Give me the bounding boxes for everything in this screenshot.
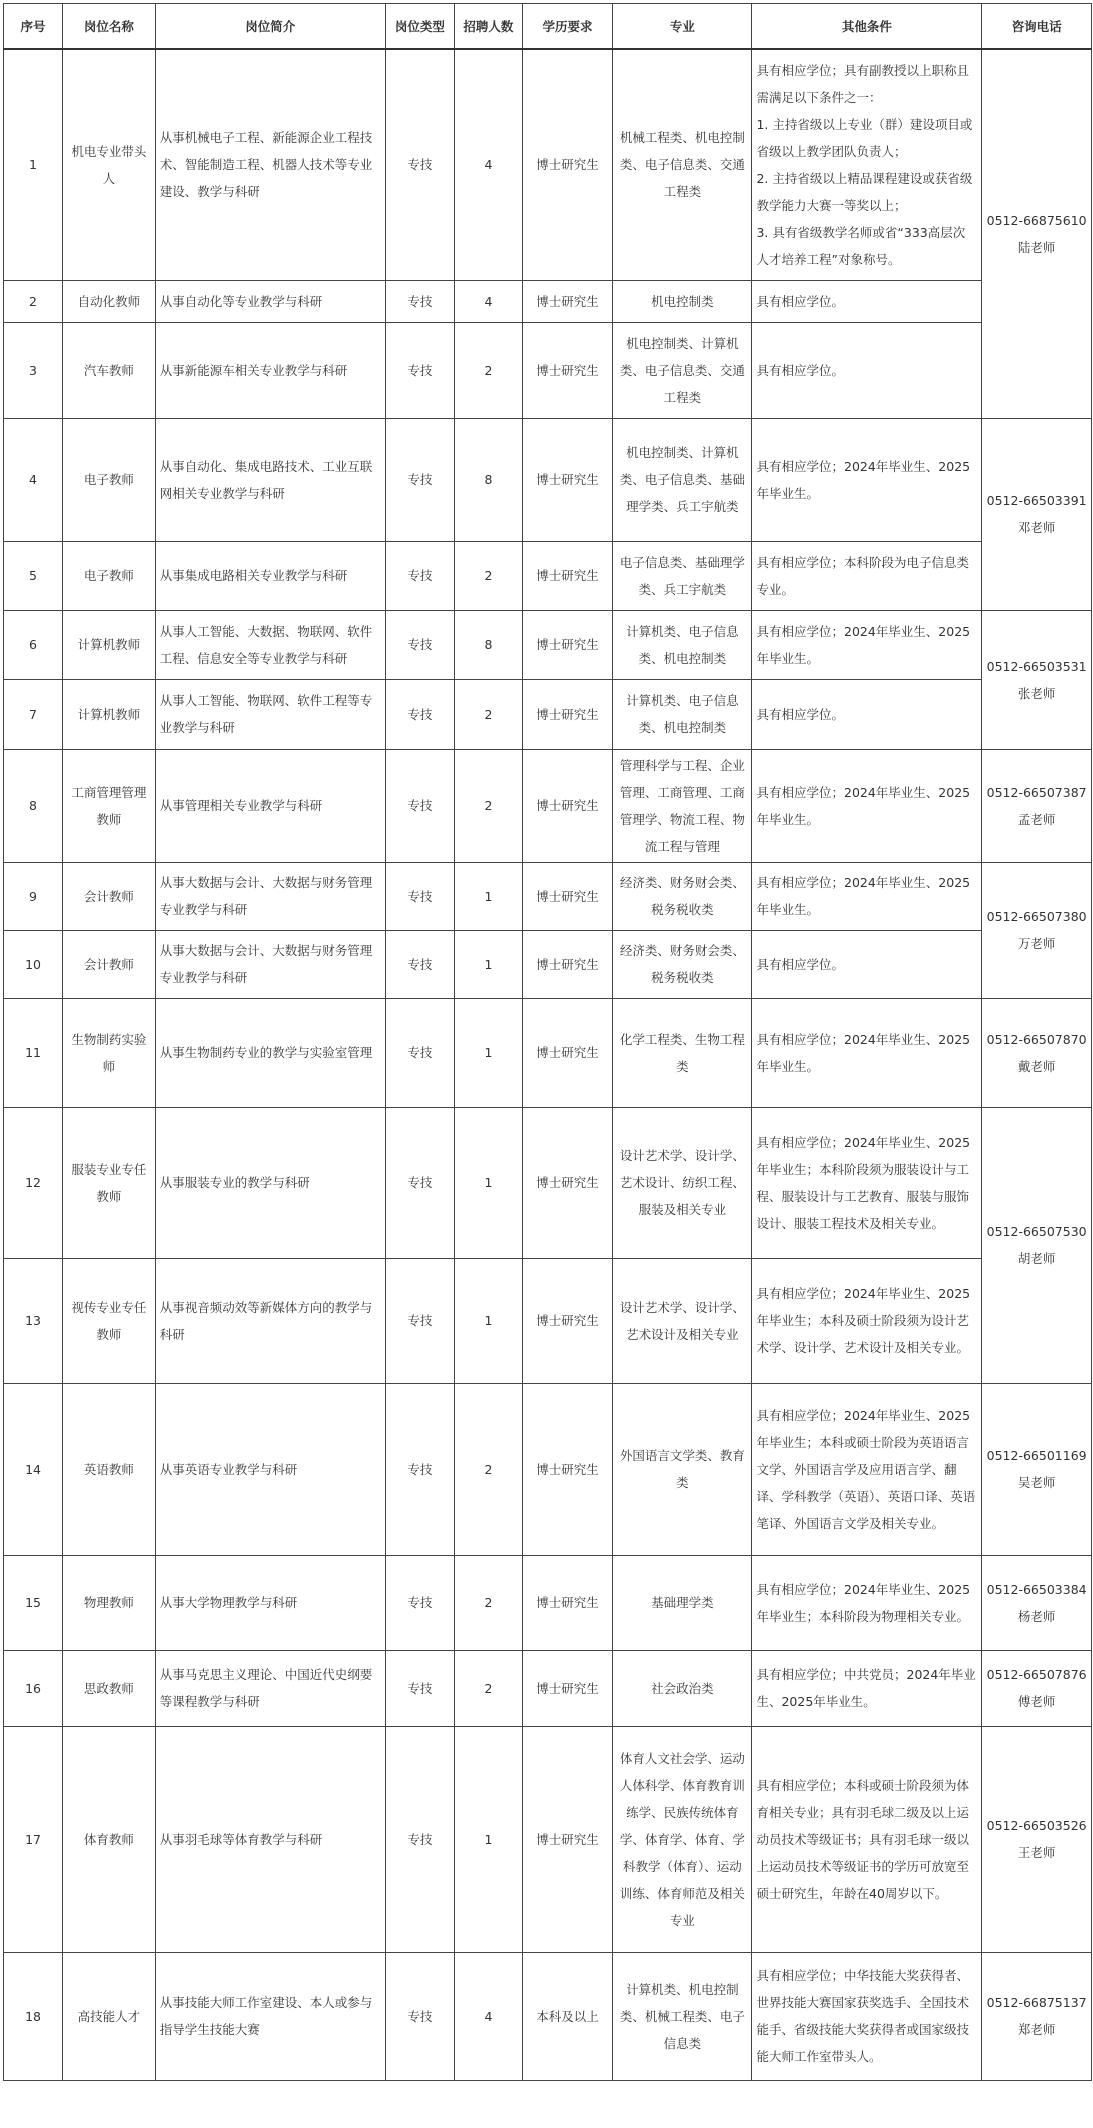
position-description: 从事集成电路相关专业教学与科研: [155, 541, 385, 610]
position-type: 专技: [385, 749, 455, 862]
contact-phone: 0512-66875137: [986, 1995, 1087, 2010]
hiring-count: 2: [455, 1383, 522, 1555]
position-type: 专技: [385, 1650, 455, 1726]
contact-person: 张老师: [1017, 685, 1056, 701]
position-description: 从事生物制药专业的教学与实验室管理: [155, 998, 385, 1107]
row-number: 7: [4, 679, 63, 749]
contact-cell: [982, 1383, 1092, 1555]
major: 计算机类、电子信息类、机电控制类: [613, 679, 752, 749]
table-row: [4, 49, 1092, 280]
other-conditions: 具有相应学位；2024年毕业生、2025年毕业生；本科及硕士阶段须为设计艺术学、设计学、艺术设计及相关专业。: [752, 1258, 982, 1383]
position-description: 从事大数据与会计、大数据与财务管理专业教学与科研: [155, 862, 385, 930]
other-conditions: 具有相应学位；2024年毕业生、2025年毕业生。: [752, 998, 982, 1107]
hiring-count: 2: [455, 679, 522, 749]
row-number: 8: [4, 749, 63, 862]
position-name: 自动化教师: [63, 280, 156, 322]
hiring-count: 8: [455, 610, 522, 679]
contact-phone: 0512-66507530: [986, 1224, 1087, 1239]
row-number: 17: [4, 1726, 63, 1952]
position-type: 专技: [385, 1952, 455, 2080]
major: 机械工程类、机电控制类、电子信息类、交通工程类: [613, 49, 752, 280]
position-name: 思政教师: [63, 1650, 156, 1726]
contact-cell: [982, 749, 1092, 862]
position-name: 机电专业带头人: [63, 49, 156, 280]
position-name: 工商管理管理教师: [63, 749, 156, 862]
table-row: [4, 1726, 1092, 1952]
position-type: 专技: [385, 930, 455, 998]
major: 经济类、财务财会类、税务税收类: [613, 930, 752, 998]
row-number: 10: [4, 930, 63, 998]
position-name: 会计教师: [63, 930, 156, 998]
position-description: 从事技能大师工作室建设、本人或参与指导学生技能大赛: [155, 1952, 385, 2080]
position-type: 专技: [385, 322, 455, 418]
table-row: [4, 1107, 1092, 1258]
contact-person: 孟老师: [1017, 811, 1056, 827]
row-number: 1: [4, 49, 63, 280]
education-requirement: 博士研究生: [522, 749, 613, 862]
position-name: 电子教师: [63, 418, 156, 541]
contact-cell: [982, 49, 1092, 418]
row-number: 11: [4, 998, 63, 1107]
table-row: [4, 418, 1092, 541]
position-description: 从事视音频动效等新媒体方向的教学与科研: [155, 1258, 385, 1383]
position-description: 从事管理相关专业教学与科研: [155, 749, 385, 862]
table-row: [4, 1383, 1092, 1555]
other-conditions: 具有相应学位；2024年毕业生、2025年毕业生。: [752, 418, 982, 541]
table-row: [4, 1555, 1092, 1650]
position-description: 从事服装专业的教学与科研: [155, 1107, 385, 1258]
other-conditions: 具有相应学位；中共党员；2024年毕业生、2025年毕业生。: [752, 1650, 982, 1726]
table-row: [4, 679, 1092, 749]
row-number: 9: [4, 862, 63, 930]
contact-person: 郑老师: [1017, 2022, 1056, 2037]
other-conditions: 具有相应学位；2024年毕业生、2025年毕业生；本科阶段须为服装设计与工程、服装设计与工艺教育、服装与服饰设计、服装工程技术及相关专业。: [752, 1107, 982, 1258]
position-name: 计算机教师: [63, 610, 156, 679]
contact-phone: 0512-66507870: [986, 1031, 1087, 1047]
contact-cell: [982, 610, 1092, 749]
position-type: 专技: [385, 679, 455, 749]
contact-person: 吴老师: [1017, 1475, 1056, 1490]
education-requirement: 博士研究生: [522, 280, 613, 322]
education-requirement: 博士研究生: [522, 49, 613, 280]
hiring-count: 4: [455, 280, 522, 322]
education-requirement: 博士研究生: [522, 998, 613, 1107]
other-conditions: 具有相应学位；2024年毕业生、2025年毕业生；本科阶段为物理相关专业。: [752, 1555, 982, 1650]
position-type: 专技: [385, 1107, 455, 1258]
position-name: 高技能人才: [63, 1952, 156, 2080]
hiring-count: 2: [455, 322, 522, 418]
education-requirement: 博士研究生: [522, 1650, 613, 1726]
contact-phone: 0512-66507387: [986, 784, 1087, 800]
major: 基础理学类: [613, 1555, 752, 1650]
contact-person: 王老师: [1017, 1845, 1056, 1860]
contact-phone: 0512-66507876: [986, 1667, 1087, 1682]
contact-cell: [982, 1555, 1092, 1650]
major: 机电控制类、计算机类、电子信息类、基础理学类、兵工宇航类: [613, 418, 752, 541]
position-description: 从事大数据与会计、大数据与财务管理专业教学与科研: [155, 930, 385, 998]
contact-phone: 0512-66503531: [986, 658, 1087, 674]
table-row: [4, 862, 1092, 930]
position-description: 从事新能源车相关专业教学与科研: [155, 322, 385, 418]
other-conditions: 具有相应学位；2024年毕业生、2025年毕业生。: [752, 862, 982, 930]
major: 社会政治类: [613, 1650, 752, 1726]
education-requirement: 博士研究生: [522, 1107, 613, 1258]
education-requirement: 博士研究生: [522, 930, 613, 998]
education-requirement: 本科及以上: [522, 1952, 613, 2080]
row-number: 14: [4, 1383, 63, 1555]
row-number: 6: [4, 610, 63, 679]
major: 机电控制类、计算机类、电子信息类、交通工程类: [613, 322, 752, 418]
contact-cell: [982, 418, 1092, 610]
hiring-count: 1: [455, 1107, 522, 1258]
position-type: 专技: [385, 998, 455, 1107]
position-type: 专技: [385, 1258, 455, 1383]
hiring-count: 1: [455, 998, 522, 1107]
contact-person: 戴老师: [1017, 1058, 1056, 1074]
position-description: 从事机械电子工程、新能源企业工程技术、智能制造工程、机器人技术等专业建设、教学与科研: [155, 49, 385, 280]
major: 电子信息类、基础理学类、兵工宇航类: [613, 541, 752, 610]
position-name: 英语教师: [63, 1383, 156, 1555]
other-conditions: 具有相应学位。: [752, 322, 982, 418]
major: 机电控制类: [613, 280, 752, 322]
table-row: [4, 930, 1092, 998]
header-contact: 咨询电话: [982, 4, 1092, 50]
other-conditions: 具有相应学位；本科阶段为电子信息类专业。: [752, 541, 982, 610]
position-type: 专技: [385, 610, 455, 679]
other-conditions: 具有相应学位；中华技能大奖获得者、世界技能大赛国家获奖选手、全国技术能手、省级技能大奖获得者或国家级技能大师工作室带头人。: [752, 1952, 982, 2080]
other-conditions: 具有相应学位；本科或硕士阶段须为体育相关专业；具有羽毛球二级及以上运动员技术等级证书；具有羽毛球一级以上运动员技术等级证书的学历可放宽至硕士研究生，年龄在40周岁以下。: [752, 1726, 982, 1952]
contact-phone: 0512-66503526: [986, 1818, 1087, 1833]
contact-cell: [982, 998, 1092, 1107]
education-requirement: 博士研究生: [522, 418, 613, 541]
position-description: 从事大学物理教学与科研: [155, 1555, 385, 1650]
contact-cell: [982, 862, 1092, 998]
row-number: 15: [4, 1555, 63, 1650]
education-requirement: 博士研究生: [522, 1383, 613, 1555]
position-name: 视传专业专任教师: [63, 1258, 156, 1383]
other-conditions: 具有相应学位；2024年毕业生、2025年毕业生。: [752, 610, 982, 679]
header-major: 专业: [613, 4, 752, 50]
position-type: 专技: [385, 862, 455, 930]
education-requirement: 博士研究生: [522, 541, 613, 610]
other-conditions: 具有相应学位。: [752, 930, 982, 998]
position-name: 生物制药实验师: [63, 998, 156, 1107]
table-row: [4, 280, 1092, 322]
major: 设计艺术学、设计学、艺术设计及相关专业: [613, 1258, 752, 1383]
table-row: [4, 610, 1092, 679]
table-row: [4, 998, 1092, 1107]
education-requirement: 博士研究生: [522, 1258, 613, 1383]
education-requirement: 博士研究生: [522, 610, 613, 679]
hiring-count: 4: [455, 49, 522, 280]
contact-person: 杨老师: [1017, 1608, 1056, 1624]
position-description: 从事自动化等专业教学与科研: [155, 280, 385, 322]
position-name: 电子教师: [63, 541, 156, 610]
position-type: 专技: [385, 1555, 455, 1650]
position-description: 从事自动化、集成电路技术、工业互联网相关专业教学与科研: [155, 418, 385, 541]
contact-person: 万老师: [1017, 936, 1056, 951]
position-description: 从事人工智能、大数据、物联网、软件工程、信息安全等专业教学与科研: [155, 610, 385, 679]
other-conditions: 具有相应学位；2024年毕业生、2025年毕业生；本科或硕士阶段为英语语言文学、外国语言学及应用语言学、翻译、学科教学（英语）、英语口译、英语笔译、外国语言文学及相关专业。: [752, 1383, 982, 1555]
contact-person: 胡老师: [1017, 1251, 1056, 1266]
row-number: 4: [4, 418, 63, 541]
table-row: [4, 322, 1092, 418]
contact-person: 陆老师: [1017, 239, 1056, 255]
header-desc: 岗位简介: [155, 4, 385, 50]
position-description: 从事人工智能、物联网、软件工程等专业教学与科研: [155, 679, 385, 749]
major: 设计艺术学、设计学、艺术设计、纺织工程、服装及相关专业: [613, 1107, 752, 1258]
education-requirement: 博士研究生: [522, 1726, 613, 1952]
row-number: 5: [4, 541, 63, 610]
hiring-count: 2: [455, 1650, 522, 1726]
contact-cell: [982, 1952, 1092, 2080]
row-number: 18: [4, 1952, 63, 2080]
position-description: 从事羽毛球等体育教学与科研: [155, 1726, 385, 1952]
table-header-row: [4, 4, 1092, 50]
position-name: 汽车教师: [63, 322, 156, 418]
row-number: 12: [4, 1107, 63, 1258]
header-count: 招聘人数: [455, 4, 522, 50]
row-number: 16: [4, 1650, 63, 1726]
contact-phone: 0512-66507380: [986, 909, 1087, 924]
major: 计算机类、电子信息类、机电控制类: [613, 610, 752, 679]
contact-cell: [982, 1107, 1092, 1383]
major: 经济类、财务财会类、税务税收类: [613, 862, 752, 930]
position-name: 服装专业专任教师: [63, 1107, 156, 1258]
recruitment-table: [3, 3, 1092, 2081]
education-requirement: 博士研究生: [522, 862, 613, 930]
table-body: [4, 49, 1092, 2080]
contact-person: 邓老师: [1017, 520, 1056, 535]
header-no: 序号: [4, 4, 63, 50]
other-conditions: 具有相应学位；2024年毕业生、2025年毕业生。: [752, 749, 982, 862]
hiring-count: 4: [455, 1952, 522, 2080]
hiring-count: 1: [455, 1258, 522, 1383]
education-requirement: 博士研究生: [522, 679, 613, 749]
position-name: 会计教师: [63, 862, 156, 930]
contact-phone: 0512-66501169: [986, 1448, 1087, 1463]
position-description: 从事英语专业教学与科研: [155, 1383, 385, 1555]
other-conditions: 具有相应学位。: [752, 280, 982, 322]
position-description: 从事马克思主义理论、中国近代史纲要等课程教学与科研: [155, 1650, 385, 1726]
table-row: [4, 749, 1092, 862]
contact-cell: [982, 1726, 1092, 1952]
table-row: [4, 541, 1092, 610]
contact-phone: 0512-66503384: [986, 1581, 1087, 1597]
other-conditions: 具有相应学位。: [752, 679, 982, 749]
table-row: [4, 1952, 1092, 2080]
contact-phone: 0512-66503391: [986, 493, 1087, 508]
row-number: 13: [4, 1258, 63, 1383]
header-type: 岗位类型: [385, 4, 455, 50]
table-row: [4, 1650, 1092, 1726]
position-type: 专技: [385, 1383, 455, 1555]
education-requirement: 博士研究生: [522, 1555, 613, 1650]
hiring-count: 8: [455, 418, 522, 541]
hiring-count: 1: [455, 1726, 522, 1952]
major: 外国语言文学类、教育类: [613, 1383, 752, 1555]
table-row: [4, 1258, 1092, 1383]
position-name: 物理教师: [63, 1555, 156, 1650]
header-edu: 学历要求: [522, 4, 613, 50]
major: 化学工程类、生物工程类: [613, 998, 752, 1107]
header-name: 岗位名称: [63, 4, 156, 50]
hiring-count: 2: [455, 1555, 522, 1650]
row-number: 3: [4, 322, 63, 418]
row-number: 2: [4, 280, 63, 322]
major: 管理科学与工程、企业管理、工商管理、工商管理学、物流工程、物流工程与管理: [613, 749, 752, 862]
other-conditions: 具有相应学位；具有副教授以上职称且需满足以下条件之一： 1. 主持省级以上专业（群）建设项目或省级以上教学团队负责人； 2. 主持省级以上精品课程建设或获省级教学能力大赛一等奖以上； 3. 具有省级教学名师或省“333高层次人才培养工程”对象称号。: [752, 49, 982, 280]
position-name: 体育教师: [63, 1726, 156, 1952]
major: 体育人文社会学、运动人体科学、体育教育训练学、民族传统体育学、体育学、体育、学科教学（体育）、运动训练、体育师范及相关专业: [613, 1726, 752, 1952]
hiring-count: 1: [455, 862, 522, 930]
contact-person: 傅老师: [1017, 1694, 1056, 1709]
hiring-count: 2: [455, 541, 522, 610]
contact-cell: [982, 1650, 1092, 1726]
position-type: 专技: [385, 49, 455, 280]
position-type: 专技: [385, 280, 455, 322]
position-type: 专技: [385, 418, 455, 541]
header-conditions: 其他条件: [752, 4, 982, 50]
hiring-count: 2: [455, 749, 522, 862]
hiring-count: 1: [455, 930, 522, 998]
position-type: 专技: [385, 1726, 455, 1952]
position-name: 计算机教师: [63, 679, 156, 749]
education-requirement: 博士研究生: [522, 322, 613, 418]
contact-phone: 0512-66875610: [986, 212, 1087, 228]
position-type: 专技: [385, 541, 455, 610]
major: 计算机类、机电控制类、机械工程类、电子信息类: [613, 1952, 752, 2080]
